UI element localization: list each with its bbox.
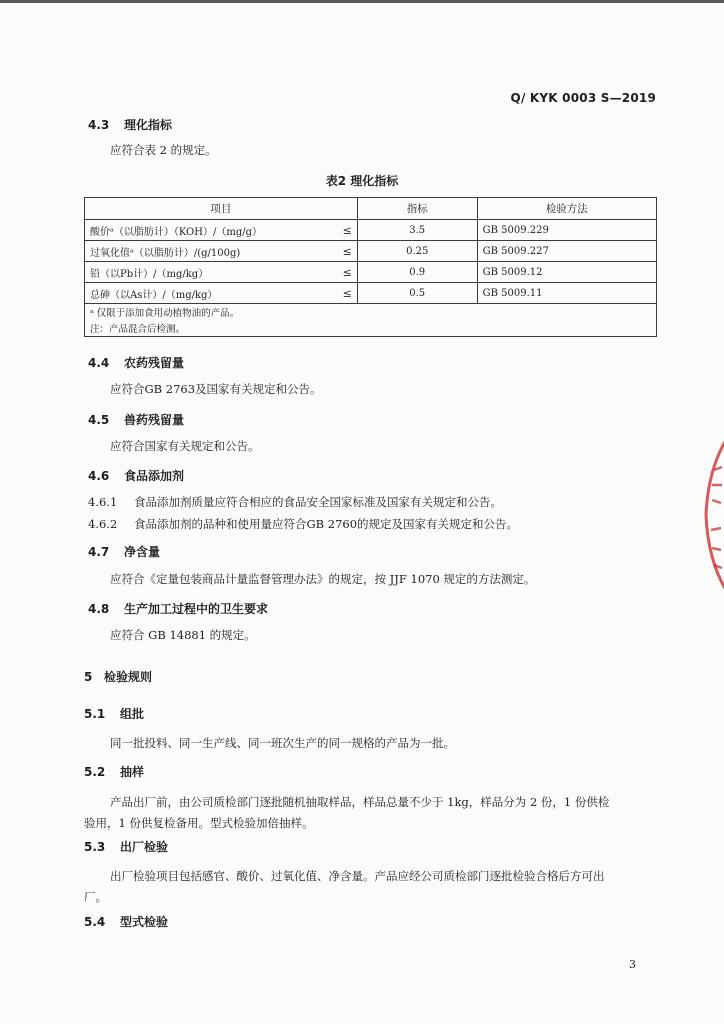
section-5-2-heading <box>84 763 144 780</box>
section-number: 4.3 <box>88 118 110 132</box>
table-row <box>85 262 657 283</box>
section-number: 4.8 <box>88 602 110 616</box>
cell-value: 0.9 <box>357 262 477 283</box>
section-number: 5.2 <box>84 765 106 779</box>
table-row <box>85 220 657 241</box>
section-number: 4.5 <box>88 413 110 427</box>
cell-item: 酸价ᵃ（以脂肪计）（KOH）/（mg/g） <box>85 220 338 241</box>
section-5-3-line-1: 出厂检验项目包括感官、酸价、过氧化值、净含量。产品应经公司质检部门逐批检验合格后方可出 <box>110 869 605 883</box>
table-footnote: ᵃ 仅限于添加食用动植物油的产品。 <box>85 304 657 321</box>
leq-symbol: ≤ <box>342 265 352 279</box>
section-title: 理化指标 <box>124 118 173 132</box>
table-header-row <box>85 198 657 220</box>
section-4-4-text: 应符合GB 2763及国家有关规定和公告。 <box>110 382 322 396</box>
section-5-2-line-1: 产品出厂前，由公司质检部门逐批随机抽取样品，样品总量不少于 1kg，样品分为 2 份，1 份供检 <box>110 795 610 809</box>
cell-symbol <box>338 241 358 262</box>
cell-method: GB 5009.229 <box>477 220 656 241</box>
standard-code: Q/ KYK 0003 S—2019 <box>510 91 656 105</box>
cell-method: GB 5009.12 <box>477 262 656 283</box>
cell-method: GB 5009.11 <box>477 283 656 304</box>
table-title: 表2 理化指标 <box>325 174 399 188</box>
section-5-1-text: 同一批投料、同一生产线、同一班次生产的同一规格的产品为一批。 <box>110 736 455 750</box>
section-number: 4.4 <box>88 356 110 370</box>
section-title: 出厂检验 <box>120 840 169 854</box>
section-title: 兽药残留量 <box>124 413 185 427</box>
leq-symbol: ≤ <box>342 223 352 237</box>
clause-number: 4.6.1 <box>88 495 118 509</box>
page-number: 3 <box>629 958 636 971</box>
cell-method: GB 5009.227 <box>477 241 656 262</box>
clause-4-6-2 <box>88 516 518 532</box>
section-number: 4.7 <box>88 545 110 559</box>
cell-item: 铅（以Pb计）/（mg/kg） <box>85 262 338 283</box>
section-title: 食品添加剂 <box>124 469 185 483</box>
clause-text: 食品添加剂质量应符合相应的食品安全国家标准及国家有关规定和公告。 <box>134 495 502 509</box>
section-4-4-heading <box>88 354 184 371</box>
section-title: 组批 <box>120 707 145 721</box>
section-5-1-heading <box>84 705 144 722</box>
section-4-5-heading <box>88 411 184 428</box>
header-method: 检验方法 <box>477 198 656 220</box>
section-title: 检验规则 <box>104 670 153 684</box>
section-title: 净含量 <box>124 545 161 559</box>
clause-text: 食品添加剂的品种和使用量应符合GB 2760的规定及国家有关规定和公告。 <box>134 517 519 531</box>
section-5-2-line-2: 验用，1 份供复检备用。型式检验加倍抽样。 <box>84 816 314 830</box>
table-note: 注：产品混合后检测。 <box>85 320 657 337</box>
table-note-row <box>85 320 657 337</box>
section-4-3-heading <box>88 116 172 133</box>
header-item: 项目 <box>85 198 358 220</box>
section-4-7-text: 应符合《定量包装商品计量监督管理办法》的规定，按 JJF 1070 规定的方法测定。 <box>110 572 536 586</box>
section-5-3-line-2: 厂。 <box>84 890 107 904</box>
table-note-row <box>85 304 657 321</box>
section-number: 5.4 <box>84 915 106 929</box>
cell-value: 0.25 <box>357 241 477 262</box>
top-border-line <box>0 0 724 3</box>
cell-symbol <box>338 262 358 283</box>
section-5-heading <box>84 668 152 685</box>
section-4-8-text: 应符合 GB 14881 的规定。 <box>110 628 256 642</box>
cell-symbol <box>338 283 358 304</box>
section-title: 生产加工过程中的卫生要求 <box>124 602 269 616</box>
cell-item: 过氧化值ᵃ（以脂肪计）/(g/100g) <box>85 241 338 262</box>
section-number: 5.3 <box>84 840 106 854</box>
cell-value: 0.5 <box>357 283 477 304</box>
section-number: 5 <box>84 670 93 684</box>
cell-item: 总砷（以As计）/（mg/kg） <box>85 283 338 304</box>
physicochemical-table <box>84 197 657 337</box>
table-row <box>85 283 657 304</box>
section-title: 农药残留量 <box>124 356 185 370</box>
section-5-3-heading <box>84 838 168 855</box>
section-number: 4.6 <box>88 469 110 483</box>
section-number: 5.1 <box>84 707 106 721</box>
cell-symbol <box>338 220 358 241</box>
header-value: 指标 <box>357 198 477 220</box>
section-4-5-text: 应符合国家有关规定和公告。 <box>110 439 260 453</box>
section-title: 型式检验 <box>120 915 169 929</box>
clause-4-6-1 <box>88 494 502 510</box>
leq-symbol: ≤ <box>342 244 352 258</box>
table-row <box>85 241 657 262</box>
leq-symbol: ≤ <box>342 286 352 300</box>
section-4-3-text: 应符合表 2 的规定。 <box>110 143 217 157</box>
section-4-6-heading <box>88 467 184 484</box>
seal-stamp <box>700 430 724 600</box>
section-4-7-heading <box>88 543 160 560</box>
section-title: 抽样 <box>120 765 145 779</box>
section-4-8-heading <box>88 600 268 617</box>
section-5-4-heading <box>84 913 168 930</box>
clause-number: 4.6.2 <box>88 517 118 531</box>
cell-value: 3.5 <box>357 220 477 241</box>
